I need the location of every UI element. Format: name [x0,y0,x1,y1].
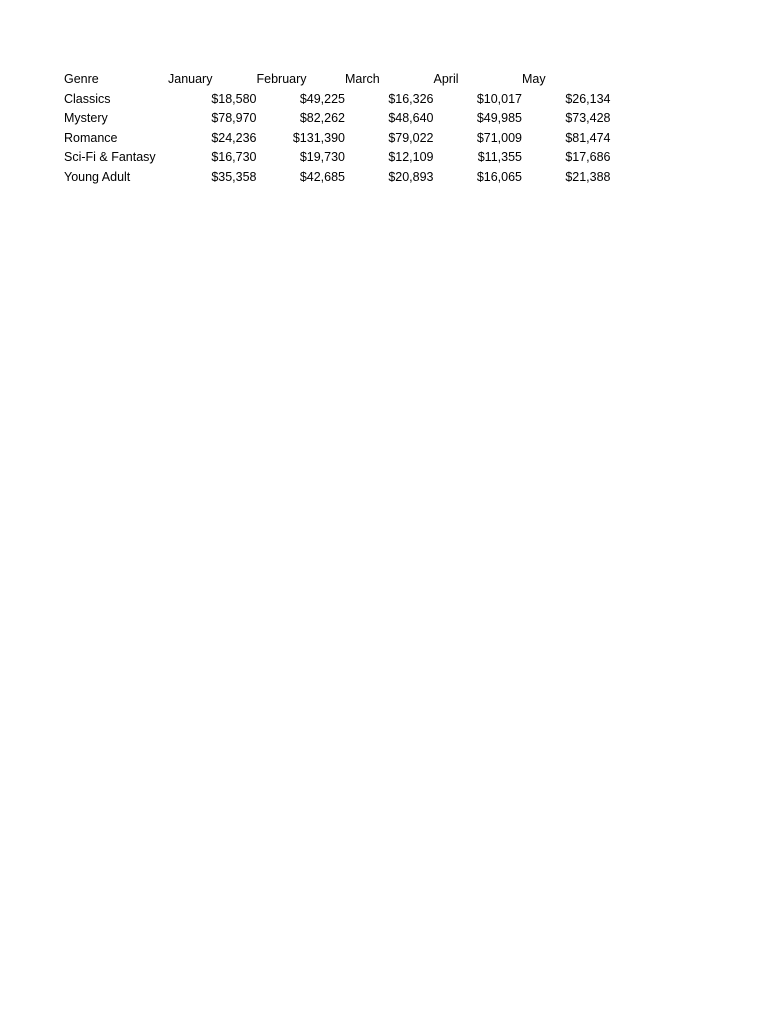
table-row [64,129,611,149]
table-row [64,168,611,188]
value-cell[interactable]: $17,686 [565,150,611,164]
value-cell[interactable]: $78,970 [211,111,257,125]
value-cell[interactable]: $35,358 [211,169,257,184]
genre-cell[interactable]: Mystery [64,111,108,125]
value-cell[interactable]: $49,985 [476,111,522,125]
value-cell[interactable]: $71,009 [476,130,522,145]
header-cell-february[interactable]: February [256,72,307,86]
value-cell[interactable]: $21,388 [565,169,611,184]
value-cell[interactable]: $79,022 [388,130,434,145]
genre-cell[interactable]: Young Adult [64,169,131,184]
value-cell[interactable]: $49,225 [299,91,345,106]
genre-cell[interactable]: Romance [64,130,118,145]
value-cell[interactable]: $20,893 [388,169,434,184]
value-cell[interactable]: $131,390 [292,130,345,145]
value-cell[interactable]: $73,428 [565,111,611,125]
value-cell[interactable]: $16,326 [388,91,434,106]
table-row [64,148,611,168]
table-row [64,90,611,110]
genre-cell[interactable]: Sci-Fi & Fantasy [64,150,156,164]
header-cell-january[interactable]: January [168,72,213,86]
value-cell[interactable]: $12,109 [388,150,434,164]
value-cell[interactable]: $48,640 [388,111,434,125]
header-cell-march[interactable]: March [345,72,380,86]
value-cell[interactable]: $18,580 [211,91,257,106]
value-cell[interactable]: $11,355 [477,150,522,164]
value-cell[interactable]: $10,017 [476,91,522,106]
spreadsheet [64,70,611,187]
genre-cell[interactable]: Classics [64,91,111,106]
value-cell[interactable]: $16,730 [211,150,257,164]
header-cell-april[interactable]: April [433,72,459,86]
table-row [64,109,611,129]
value-cell[interactable]: $81,474 [565,130,611,145]
header-cell-may[interactable]: May [522,72,546,86]
value-cell[interactable]: $16,065 [476,169,522,184]
value-cell[interactable]: $24,236 [211,130,257,145]
header-row [64,70,611,90]
header-cell-genre[interactable]: Genre [64,72,99,86]
sales-table [64,70,611,187]
value-cell[interactable]: $19,730 [299,150,345,164]
value-cell[interactable]: $82,262 [299,111,345,125]
value-cell[interactable]: $42,685 [299,169,345,184]
value-cell[interactable]: $26,134 [565,91,611,106]
